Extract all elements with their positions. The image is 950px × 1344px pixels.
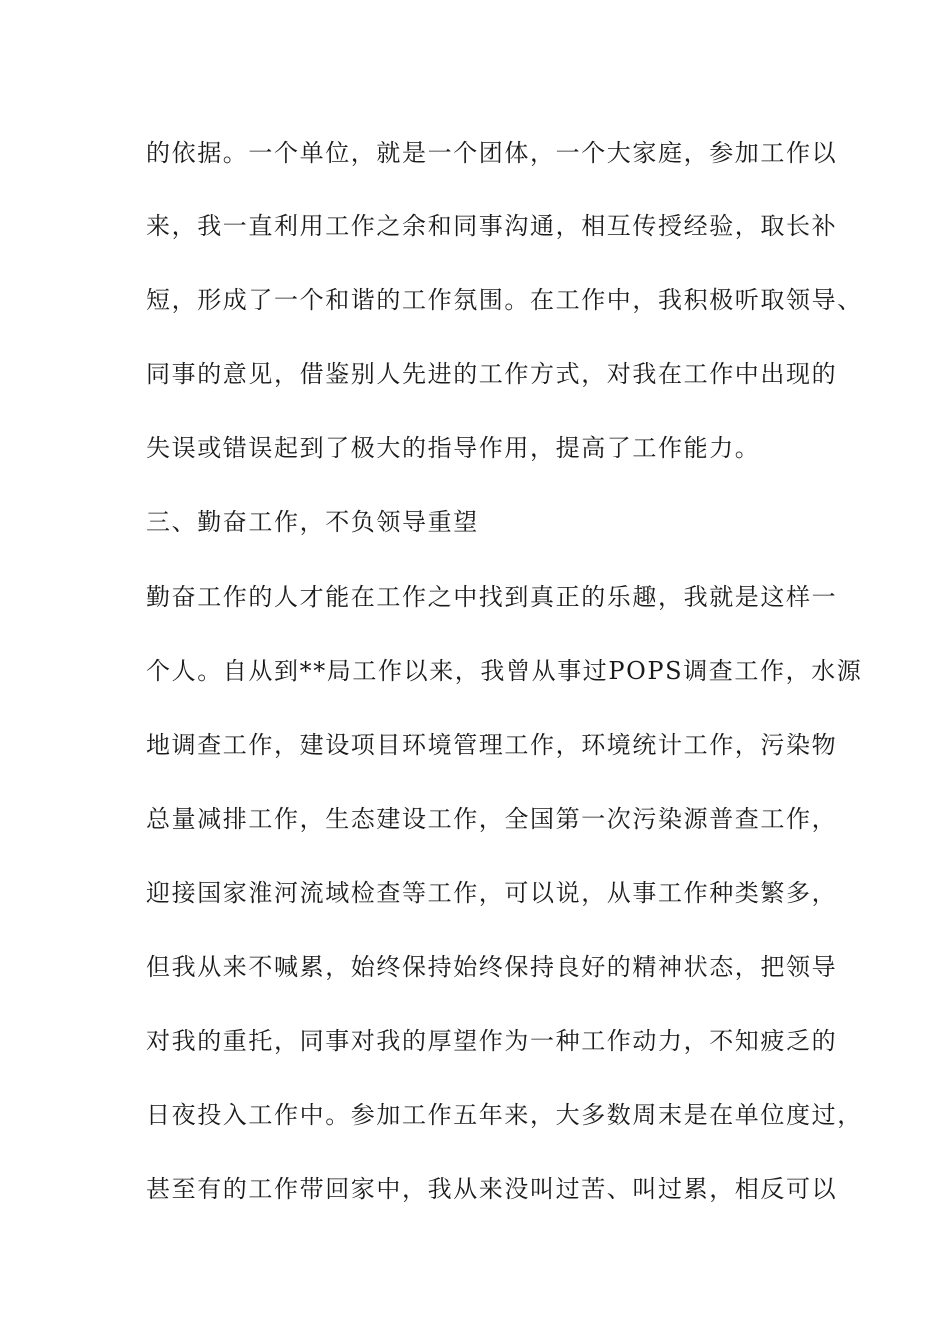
paragraph-line: 迎接国家淮河流域检查等工作，可以说，从事工作种类繁多， xyxy=(146,879,838,907)
paragraph-line: 同事的意见，借鉴别人先进的工作方式，对我在工作中出现的 xyxy=(146,360,838,388)
paragraph-line: 但我从来不喊累，始终保持始终保持良好的精神状态，把领导 xyxy=(146,953,838,981)
paragraph-line: 地调查工作，建设项目环境管理工作，环境统计工作，污染物 xyxy=(146,731,838,759)
paragraph-line: 对我的重托，同事对我的厚望作为一种工作动力，不知疲乏的 xyxy=(146,1027,838,1055)
section-heading: 三、勤奋工作，不负领导重望 xyxy=(146,508,479,536)
paragraph-line: 失误或错误起到了极大的指导作用，提高了工作能力。 xyxy=(146,434,761,462)
paragraph-line: 甚至有的工作带回家中，我从来没叫过苦、叫过累，相反可以 xyxy=(146,1175,838,1203)
paragraph-line: 总量减排工作，生态建设工作，全国第一次污染源普查工作， xyxy=(146,805,838,833)
paragraph-line: 短，形成了一个和谐的工作氛围。在工作中，我积极听取领导、 xyxy=(146,286,863,314)
paragraph-line: 日夜投入工作中。参加工作五年来，大多数周末是在单位度过， xyxy=(146,1101,863,1129)
paragraph-line: 的依据。一个单位，就是一个团体，一个大家庭，参加工作以 xyxy=(146,139,838,167)
paragraph-line: 个人。自从到**局工作以来，我曾从事过POPS调查工作，水源 xyxy=(146,657,863,685)
paragraph-line: 来，我一直利用工作之余和同事沟通，相互传授经验，取长补 xyxy=(146,212,838,240)
paragraph-line: 勤奋工作的人才能在工作之中找到真正的乐趣，我就是这样一 xyxy=(146,583,838,611)
